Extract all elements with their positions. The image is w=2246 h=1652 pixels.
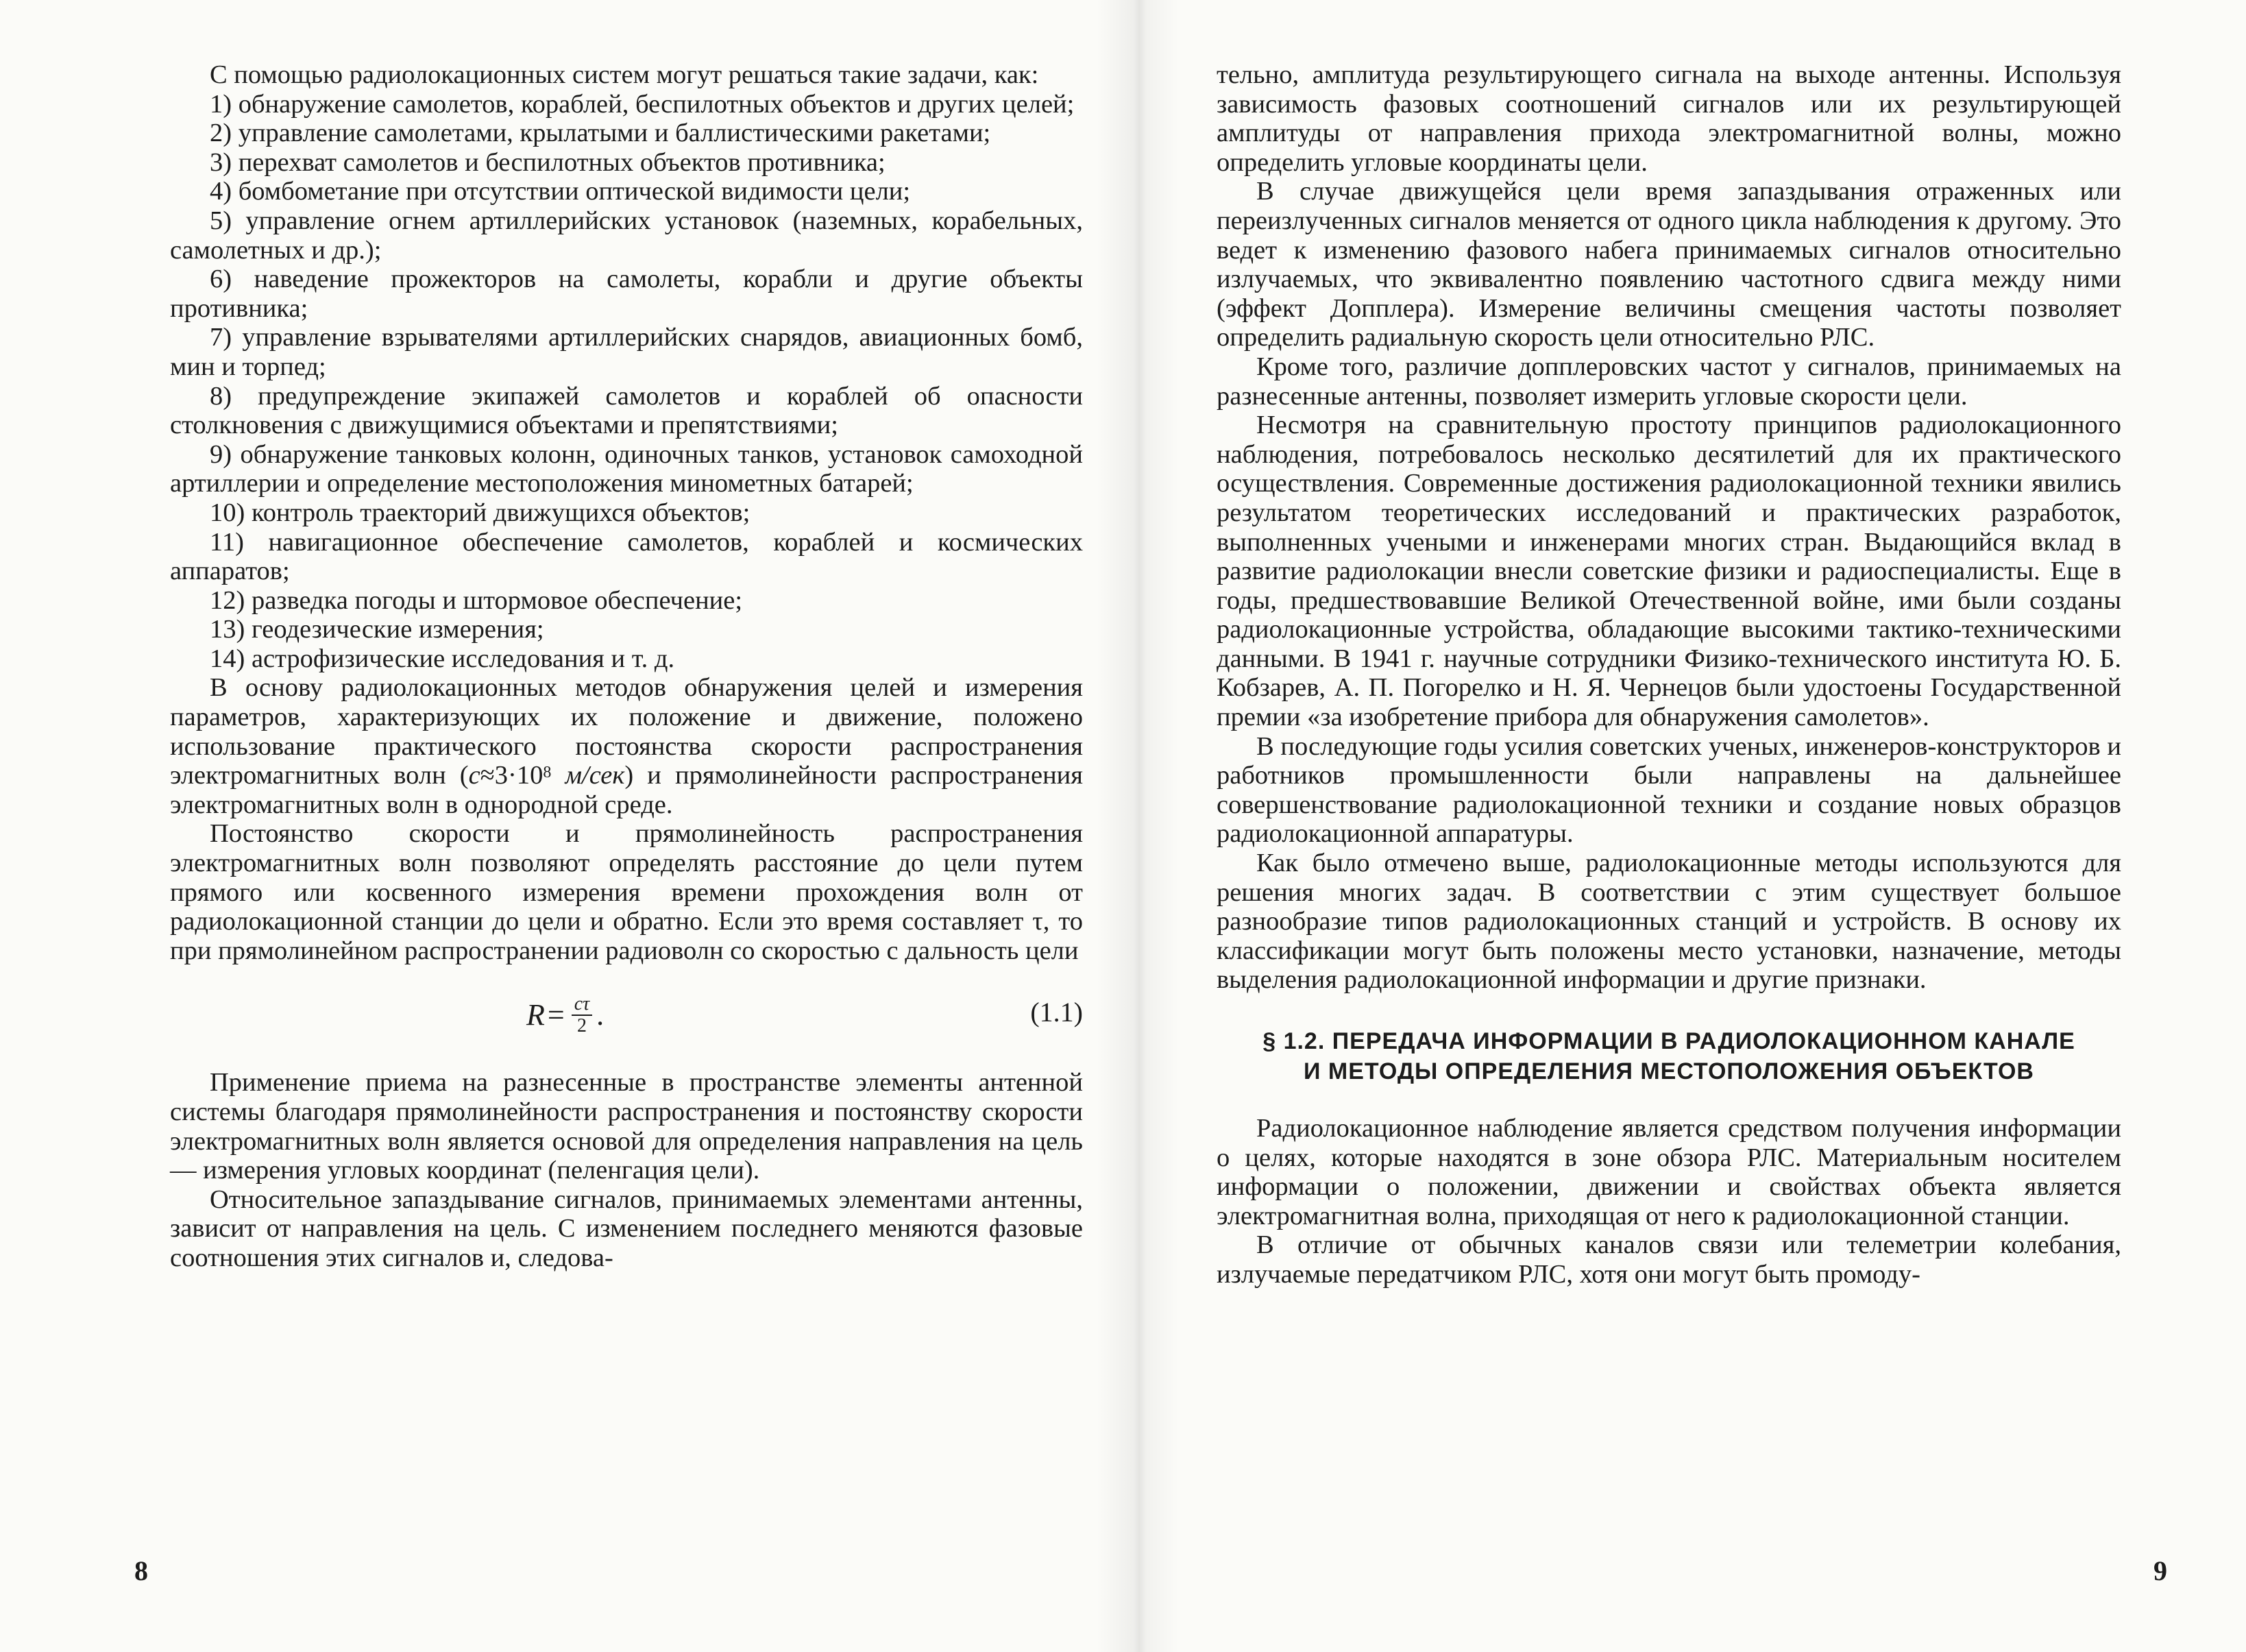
basis-text-a: В основу радиолокационных методов обнаружения целей и измерения параметров, характеризующих их положение и движение, положено использование практического постоянства скорости распространения электромагнитных волн (: [170, 673, 1083, 790]
page-number-right: 9: [2153, 1555, 2167, 1586]
task-item: 3) перехват самолетов и беспилотных объектов противника;: [210, 147, 886, 177]
left-page-text: [170, 60, 1083, 1273]
continuation-paragraph: тельно, амплитуда результирующего сигнала на выходе антенны. Используя зависимость фазовых соотношений сигналов или их результирующей амплитуды от направления прихода электромагнитной волны, можно определить угловые координаты цели.: [1217, 60, 2121, 177]
basis-text-b: ) и прямолинейности распространения электромагнитных волн в однородной среде.: [170, 761, 1083, 819]
doppler-paragraph: В случае движущейся цели время запаздывания отраженных или переизлученных сигналов меняется от одного цикла наблюдения к другому. Это ведет к изменению фазового набега принимаемых сигналов относительно излучаемых, что эквивалентно появлению частотного сдвига между ними (эффект Допплера). Измерение величины смещения частоты позволяет определить радиальную скорость цели относительно РЛС.: [1217, 177, 2121, 352]
section-heading-line-2: И МЕТОДЫ ОПРЕДЕЛЕНИЯ МЕСТОПОЛОЖЕНИЯ ОБЪЕКТОВ: [1304, 1058, 2034, 1084]
later-years-paragraph: В последующие годы усилия советских ученых, инженеров-конструкторов и работников промышленности были направлены на дальнейшее совершенствование радиолокационной техники и создание новых образцов радиолокационной аппаратуры.: [1217, 731, 2121, 849]
right-page: [1124, 0, 2246, 1652]
classification-paragraph: Как было отмечено выше, радиолокационные методы используются для решения многих задач. В соответствии с этим существует большое разнообразие типов радиолокационных станций и устройств. В основу их классификации могут быть положены место установки, назначение, методы выделения радиолокационной информации и другие признаки.: [1217, 849, 2121, 995]
basis-paragraph: [170, 673, 1083, 819]
right-page-text: [1217, 60, 2121, 1289]
intro-paragraph: С помощью радиолокационных систем могут решаться такие задачи, как:: [210, 60, 1039, 89]
task-item: 8) предупреждение экипажей самолетов и кораблей об опасности столкновения с движущимися объектами и препятствиями;: [170, 381, 1083, 440]
basis-var-c: c: [468, 761, 480, 790]
task-item: 11) навигационное обеспечение самолетов, кораблей и космических аппаратов;: [170, 527, 1083, 586]
formula-numerator: cτ: [572, 994, 592, 1016]
formula-lhs: R: [526, 998, 545, 1032]
observation-paragraph: Радиолокационное наблюдение является средством получения информации о целях, которые находятся в зоне обзора РЛС. Материальным носителем информации о положении, движении и свойствах объекта является электромагнитная волна, приходящая от него к радиолокационной станции.: [1217, 1114, 2121, 1230]
task-item: 12) разведка погоды и штормовое обеспечение;: [210, 585, 743, 615]
task-item: 7) управление взрывателями артиллерийских снарядов, авиационных бомб, мин и торпед;: [170, 323, 1083, 381]
formula-number: (1.1): [1030, 997, 1083, 1028]
basis-approx: ≈3·10: [480, 761, 544, 790]
task-item: 13) геодезические измерения;: [210, 615, 544, 644]
page-number-left: 8: [134, 1555, 148, 1586]
task-item: 6) наведение прожекторов на самолеты, корабли и другие объекты противника;: [170, 265, 1083, 323]
formula-expression: [526, 994, 604, 1036]
constancy-paragraph: Постоянство скорости и прямолинейность распространения электромагнитных волн позволяют определять расстояние до цели путем прямого или косвенного измерения времени прохождения волн от радиолокационной станции до цели и обратно. Если это время составляет τ, то при прямолинейном распространении радиоволн со скоростью c дальность цели: [170, 819, 1083, 965]
history-paragraph: Несмотря на сравнительную простоту принципов радиолокационного наблюдения, потребовалось несколько десятилетий для их практического осуществления. Современные достижения радиолокационной техники явились результатом теоретических исследований и практических разработок, выполненных учеными и инженерами многих стран. Выдающийся вклад в развитие радиолокации внесли советские физики и радиоспециалисты. Еще в годы, предшествовавшие Великой Отечественной войне, ими были созданы радиолокационные устройства, обладающие высокими тактико-техническими данными. В 1941 г. научные сотрудники Физико-технического института Ю. Б. Кобзарев, А. П. Погорелко и Н. Я. Чернецов были удостоены Государственной премии «за изобретение прибора для обнаружения самолетов».: [1217, 411, 2121, 732]
basis-unit: м/сек: [565, 761, 625, 790]
task-item: 14) астрофизические исследования и т. д.: [210, 644, 675, 673]
basis-exponent: 8: [543, 764, 552, 782]
task-item: 5) управление огнем артиллерийских установок (наземных, корабельных, самолетных и др.);: [170, 206, 1083, 265]
formula-tail: .: [596, 998, 605, 1032]
task-item: 4) бомбометание при отсутствии оптической видимости цели;: [210, 177, 911, 206]
section-heading: [1217, 1026, 2121, 1086]
task-item: 2) управление самолетами, крылатыми и баллистическими ракетами;: [210, 119, 991, 148]
task-item: 9) обнаружение танковых колонн, одиночных танков, установок самоходной артиллерии и определение местоположения минометных батарей;: [170, 439, 1083, 498]
formula-denominator: 2: [576, 1015, 587, 1037]
task-item: 1) обнаружение самолетов, кораблей, беспилотных объектов и других целей;: [210, 89, 1075, 119]
formula-equals: =: [547, 998, 565, 1032]
antenna-paragraph: Применение приема на разнесенные в пространстве элементы антенной системы благодаря прямолинейности распространения и постоянству скорости электромагнитных волн является основой для определения направления на цель — измерения угловых координат (пеленгация цели).: [170, 1068, 1083, 1185]
delay-paragraph: Относительное запаздывание сигналов, принимаемых элементами антенны, зависит от направления на цель. С изменением последнего меняются фазовые соотношения этих сигналов и, следова-: [170, 1185, 1083, 1272]
telemetry-paragraph: В отличие от обычных каналов связи или телеметрии колебания, излучаемые передатчиком РЛС, хотя они могут быть промоду-: [1217, 1230, 2121, 1289]
formula-1-1: [170, 975, 1083, 1062]
task-item: 10) контроль траекторий движущихся объектов;: [210, 498, 750, 527]
task-list: [170, 90, 1083, 674]
formula-fraction: [572, 994, 592, 1036]
angular-velocity-paragraph: Кроме того, различие допплеровских частот у сигналов, принимаемых на разнесенные антенны, позволяет измерить угловые скорости цели.: [1217, 352, 2121, 411]
section-heading-line-1: § 1.2. ПЕРЕДАЧА ИНФОРМАЦИИ В РАДИОЛОКАЦИОННОМ КАНАЛЕ: [1262, 1028, 2075, 1054]
